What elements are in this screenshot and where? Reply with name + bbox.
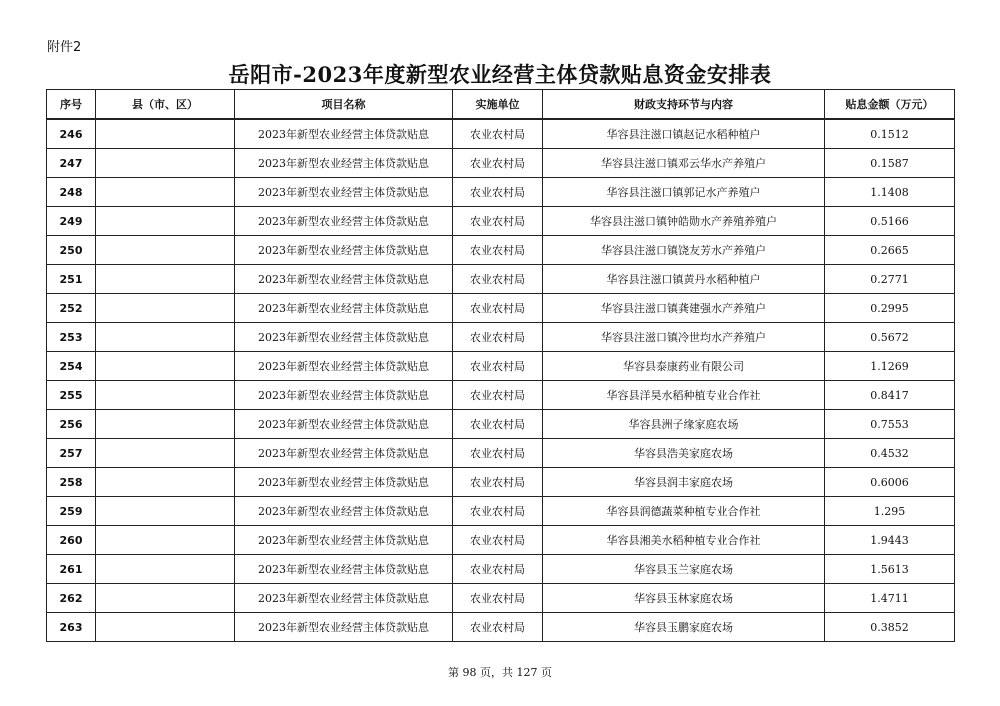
row-unit: 农业农村局 (453, 236, 543, 265)
row-index: 260 (47, 526, 96, 555)
row-project: 2023年新型农业经营主体贷款贴息 (235, 236, 453, 265)
row-project: 2023年新型农业经营主体贷款贴息 (235, 119, 453, 149)
row-project: 2023年新型农业经营主体贷款贴息 (235, 207, 453, 236)
table-row (47, 410, 955, 439)
row-amount: 0.6006 (825, 468, 955, 497)
table-row (47, 555, 955, 584)
row-project: 2023年新型农业经营主体贷款贴息 (235, 439, 453, 468)
row-amount: 1.295 (825, 497, 955, 526)
col-header-content: 财政支持环节与内容 (543, 90, 825, 120)
row-index: 263 (47, 613, 96, 642)
row-unit: 农业农村局 (453, 207, 543, 236)
row-project: 2023年新型农业经营主体贷款贴息 (235, 613, 453, 642)
row-amount: 1.9443 (825, 526, 955, 555)
row-amount: 0.1587 (825, 149, 955, 178)
attachment-label: 附件2 (47, 40, 82, 55)
row-content: 华容县注滋口镇邓云华水产养殖户 (543, 149, 825, 178)
table-row (47, 178, 955, 207)
row-county (96, 468, 235, 497)
col-header-project: 项目名称 (235, 90, 453, 120)
row-content: 华容县玉兰家庭农场 (543, 555, 825, 584)
row-content: 华容县玉鹏家庭农场 (543, 613, 825, 642)
table-row (47, 323, 955, 352)
row-amount: 0.4532 (825, 439, 955, 468)
row-content: 华容县注滋口镇饶友芳水产养殖户 (543, 236, 825, 265)
col-header-amount: 贴息金额（万元） (825, 90, 955, 120)
row-index: 252 (47, 294, 96, 323)
table-row (47, 149, 955, 178)
row-unit: 农业农村局 (453, 410, 543, 439)
row-amount: 0.2665 (825, 236, 955, 265)
table-row (47, 468, 955, 497)
row-project: 2023年新型农业经营主体贷款贴息 (235, 352, 453, 381)
table-body (47, 119, 955, 642)
col-header-county: 县（市、区） (96, 90, 235, 120)
row-county (96, 584, 235, 613)
page-footer: 第 98 页，共 127 页 (448, 666, 552, 679)
table-row (47, 381, 955, 410)
row-project: 2023年新型农业经营主体贷款贴息 (235, 149, 453, 178)
row-county (96, 613, 235, 642)
row-project: 2023年新型农业经营主体贷款贴息 (235, 497, 453, 526)
row-index: 254 (47, 352, 96, 381)
row-index: 262 (47, 584, 96, 613)
row-amount: 1.4711 (825, 584, 955, 613)
table-row (47, 613, 955, 642)
row-index: 246 (47, 119, 96, 149)
row-index: 250 (47, 236, 96, 265)
row-county (96, 294, 235, 323)
row-county (96, 178, 235, 207)
row-content: 华容县湘美水稻种植专业合作社 (543, 526, 825, 555)
row-unit: 农业农村局 (453, 439, 543, 468)
row-amount: 0.8417 (825, 381, 955, 410)
row-index: 253 (47, 323, 96, 352)
table-row (47, 526, 955, 555)
row-project: 2023年新型农业经营主体贷款贴息 (235, 265, 453, 294)
table-row (47, 497, 955, 526)
col-header-unit: 实施单位 (453, 90, 543, 120)
row-unit: 农业农村局 (453, 497, 543, 526)
row-amount: 1.5613 (825, 555, 955, 584)
row-county (96, 439, 235, 468)
table-row (47, 439, 955, 468)
row-amount: 0.5672 (825, 323, 955, 352)
row-county (96, 410, 235, 439)
row-unit: 农业农村局 (453, 555, 543, 584)
row-project: 2023年新型农业经营主体贷款贴息 (235, 410, 453, 439)
row-unit: 农业农村局 (453, 468, 543, 497)
row-project: 2023年新型农业经营主体贷款贴息 (235, 294, 453, 323)
row-project: 2023年新型农业经营主体贷款贴息 (235, 468, 453, 497)
row-amount: 0.3852 (825, 613, 955, 642)
row-content: 华容县注滋口镇龚建强水产养殖户 (543, 294, 825, 323)
row-index: 259 (47, 497, 96, 526)
row-amount: 0.2771 (825, 265, 955, 294)
row-content: 华容县注滋口镇钟皓勋水产养殖养殖户 (543, 207, 825, 236)
row-index: 255 (47, 381, 96, 410)
row-content: 华容县润丰家庭农场 (543, 468, 825, 497)
row-index: 256 (47, 410, 96, 439)
row-amount: 0.1512 (825, 119, 955, 149)
row-project: 2023年新型农业经营主体贷款贴息 (235, 178, 453, 207)
row-unit: 农业农村局 (453, 178, 543, 207)
row-content: 华容县洲子缘家庭农场 (543, 410, 825, 439)
row-county (96, 149, 235, 178)
row-unit: 农业农村局 (453, 381, 543, 410)
row-county (96, 119, 235, 149)
row-unit: 农业农村局 (453, 584, 543, 613)
row-content: 华容县注滋口镇黄丹水稻种植户 (543, 265, 825, 294)
row-content: 华容县玉林家庭农场 (543, 584, 825, 613)
col-header-index: 序号 (47, 90, 96, 120)
row-unit: 农业农村局 (453, 526, 543, 555)
row-project: 2023年新型农业经营主体贷款贴息 (235, 555, 453, 584)
row-amount: 1.1269 (825, 352, 955, 381)
row-content: 华容县注滋口镇赵记水稻种植户 (543, 119, 825, 149)
row-unit: 农业农村局 (453, 265, 543, 294)
row-county (96, 352, 235, 381)
document-title: 岳阳市-2023年度新型农业经营主体贷款贴息资金安排表 (228, 62, 772, 87)
table-row (47, 265, 955, 294)
row-county (96, 526, 235, 555)
row-content: 华容县浩美家庭农场 (543, 439, 825, 468)
row-amount: 1.1408 (825, 178, 955, 207)
row-county (96, 323, 235, 352)
row-amount: 0.7553 (825, 410, 955, 439)
subsidy-table (46, 89, 955, 642)
row-content: 华容县洋昊水稻种植专业合作社 (543, 381, 825, 410)
row-amount: 0.2995 (825, 294, 955, 323)
row-project: 2023年新型农业经营主体贷款贴息 (235, 584, 453, 613)
row-county (96, 497, 235, 526)
row-index: 249 (47, 207, 96, 236)
row-content: 华容县润德蔬菜种植专业合作社 (543, 497, 825, 526)
row-unit: 农业农村局 (453, 352, 543, 381)
row-county (96, 207, 235, 236)
row-project: 2023年新型农业经营主体贷款贴息 (235, 381, 453, 410)
row-project: 2023年新型农业经营主体贷款贴息 (235, 323, 453, 352)
row-unit: 农业农村局 (453, 119, 543, 149)
row-amount: 0.5166 (825, 207, 955, 236)
row-index: 257 (47, 439, 96, 468)
row-index: 251 (47, 265, 96, 294)
table-row (47, 584, 955, 613)
table-row (47, 352, 955, 381)
row-county (96, 555, 235, 584)
table-row (47, 119, 955, 149)
row-unit: 农业农村局 (453, 613, 543, 642)
row-unit: 农业农村局 (453, 323, 543, 352)
row-index: 248 (47, 178, 96, 207)
row-content: 华容县注滋口镇冷世均水产养殖户 (543, 323, 825, 352)
row-index: 247 (47, 149, 96, 178)
row-content: 华容县泰康药业有限公司 (543, 352, 825, 381)
row-county (96, 381, 235, 410)
row-county (96, 265, 235, 294)
table-row (47, 294, 955, 323)
row-content: 华容县注滋口镇郭记水产养殖户 (543, 178, 825, 207)
row-index: 258 (47, 468, 96, 497)
table-row (47, 207, 955, 236)
row-county (96, 236, 235, 265)
row-unit: 农业农村局 (453, 149, 543, 178)
table-row (47, 236, 955, 265)
row-unit: 农业农村局 (453, 294, 543, 323)
table-header-row (47, 90, 955, 120)
row-project: 2023年新型农业经营主体贷款贴息 (235, 526, 453, 555)
row-index: 261 (47, 555, 96, 584)
